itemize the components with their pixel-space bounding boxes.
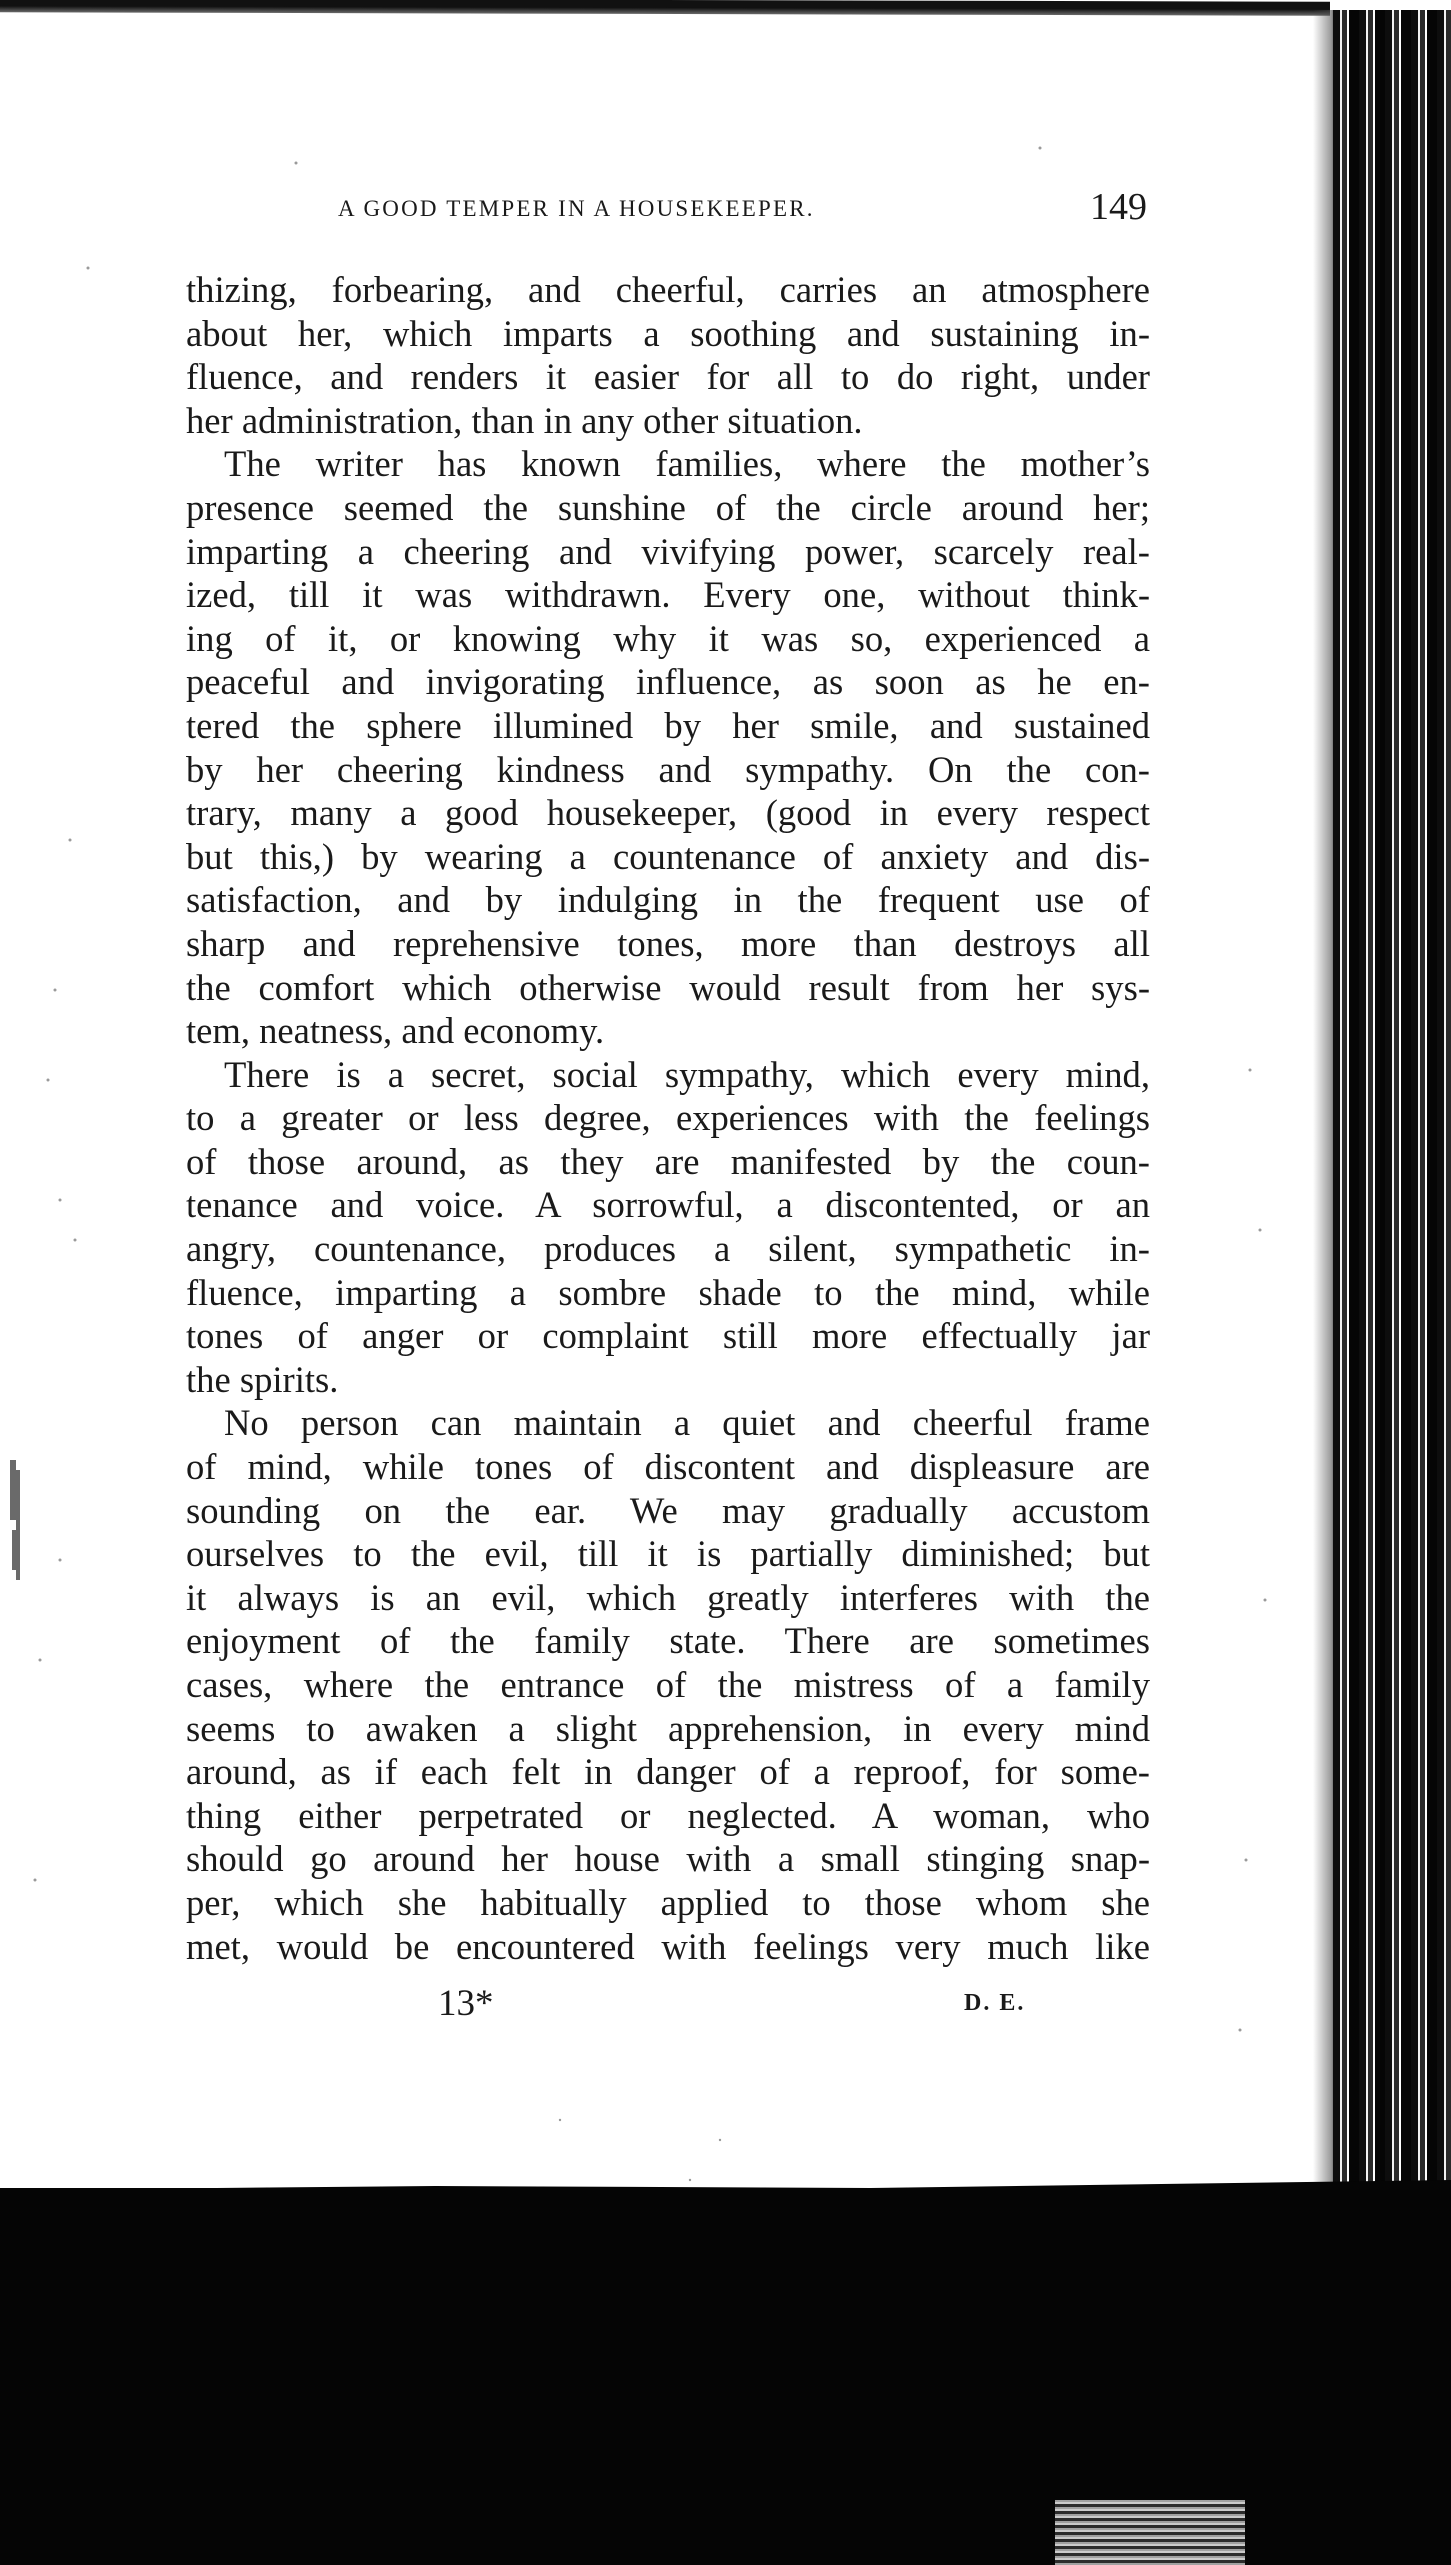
text-line: of those around, as they are manifested by the coun-: [186, 1140, 1150, 1182]
text-line: ourselves to the evil, till it is partially diminished; but: [186, 1533, 1150, 1575]
text-line: cases, where the entrance of the mistress of a family: [186, 1664, 1150, 1705]
text-line: angry, countenance, produces a silent, sympathetic in-: [186, 1228, 1150, 1270]
text-line: fluence, and renders it easier for all to do right, under: [186, 356, 1150, 398]
text-line: it always is an evil, which greatly interferes with the: [186, 1576, 1150, 1618]
text-line: about her, which imparts a soothing and sustaining in-: [186, 312, 1150, 354]
text-line: fluence, imparting a sombre shade to the mind, while: [186, 1271, 1150, 1313]
running-head: [186, 180, 1186, 240]
text-line: sharp and reprehensive tones, more than destroys all: [186, 922, 1150, 964]
page-top-shadow: [0, 0, 1330, 16]
text-line: but this,) by wearing a countenance of anxiety and dis-: [186, 835, 1150, 877]
text-line: presence seemed the sunshine of the circle around her;: [186, 486, 1150, 528]
text-line: per, which she habitually applied to those whom she: [186, 1881, 1150, 1923]
text-line: ing of it, or knowing why it was so, experienced a: [186, 617, 1150, 659]
text-line: the spirits.: [186, 1358, 339, 1400]
text-line: her administration, than in any other situation.: [186, 399, 863, 441]
text-line: ized, till it was withdrawn. Every one, without think-: [186, 574, 1150, 616]
text-line: the comfort which otherwise would result from her sys-: [186, 966, 1150, 1008]
text-line: The writer has known families, where the mother’s: [224, 443, 1150, 485]
text-line: to a greater or less degree, experiences with the feelings: [186, 1097, 1150, 1139]
text-line: sounding on the ear. We may gradually accustom: [186, 1489, 1150, 1531]
text-line: of mind, while tones of discontent and displeasure are: [186, 1446, 1150, 1488]
text-line: thizing, forbearing, and cheerful, carries an atmosphere: [186, 269, 1150, 310]
text-line: tem, neatness, and economy.: [186, 1010, 605, 1052]
paragraph: [186, 1053, 1150, 1402]
running-title: A GOOD TEMPER IN A HOUSEKEEPER.: [338, 196, 815, 221]
text-line: imparting a cheering and vivifying power, scarcely real-: [186, 530, 1150, 572]
text-line: seems to awaken a slight apprehension, in every mind: [186, 1707, 1150, 1749]
text-line: satisfaction, and by indulging in the frequent use of: [186, 879, 1150, 921]
text-line: There is a secret, social sympathy, which every mind,: [224, 1053, 1150, 1095]
text-line: No person can maintain a quiet and cheerful frame: [224, 1402, 1150, 1444]
page-number: 149: [1090, 186, 1147, 228]
text-line: tones of anger or complaint still more effectually jar: [186, 1315, 1150, 1357]
text-line: tenance and voice. A sorrowful, a discontented, or an: [186, 1184, 1150, 1226]
signature-mark: 13*: [438, 1983, 494, 2024]
text-line: met, would be encountered with feelings very much like: [186, 1925, 1150, 1967]
paragraph: [186, 442, 1150, 1052]
text-line: thing either perpetrated or neglected. A woman, who: [186, 1794, 1150, 1836]
paragraph: [186, 1401, 1150, 1968]
scan-artifact: [1055, 2500, 1245, 2565]
text-line: peaceful and invigorating influence, as soon as he en-: [186, 661, 1150, 703]
paragraph: [186, 268, 1150, 442]
printer-mark: D. E.: [964, 1990, 1026, 2016]
page-footer: [186, 1982, 1150, 2032]
body-text: [186, 268, 1150, 1968]
text-line: by her cheering kindness and sympathy. On the con-: [186, 748, 1150, 790]
text-line: tered the sphere illumined by her smile, and sustained: [186, 704, 1150, 746]
text-line: around, as if each felt in danger of a reproof, for some-: [186, 1751, 1150, 1793]
text-line: trary, many a good housekeeper, (good in every respect: [186, 792, 1150, 834]
text-line: should go around her house with a small stinging snap-: [186, 1838, 1150, 1880]
text-line: enjoyment of the family state. There are sometimes: [186, 1620, 1150, 1662]
